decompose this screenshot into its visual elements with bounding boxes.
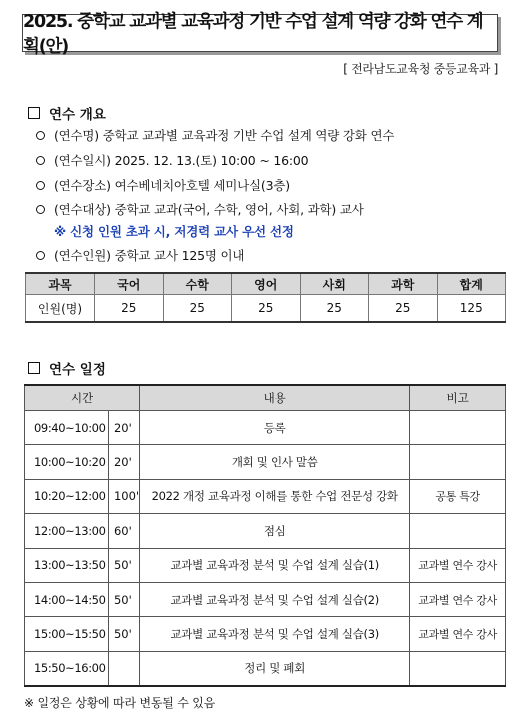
schedule-note <box>410 411 506 445</box>
schedule-note <box>410 514 506 548</box>
table-row <box>25 582 506 616</box>
table-header-cell: 비고 <box>410 385 506 411</box>
schedule-duration: 50' <box>108 582 139 616</box>
table-cell: 25 <box>163 295 232 323</box>
schedule-content: 등록 <box>140 411 410 445</box>
item-value: 중학교 교과(국어, 수학, 영어, 사회, 과학) 교사 <box>114 202 364 217</box>
overview-heading-text: 연수 개요 <box>49 107 106 123</box>
table-row <box>25 514 506 548</box>
item-value: 여수베네치아호텔 세미나실(3층) <box>114 178 290 193</box>
schedule-note: 교과별 연수 강사 <box>410 617 506 651</box>
table-row <box>25 548 506 582</box>
table-header-cell: 사회 <box>300 273 369 295</box>
table-cell: 25 <box>95 295 164 323</box>
schedule-note: 교과별 연수 강사 <box>410 548 506 582</box>
item-value: 중학교 교사 125명 이내 <box>114 248 245 263</box>
table-cell: 25 <box>369 295 438 323</box>
table-row <box>25 411 506 445</box>
schedule-content: 교과별 교육과정 분석 및 수업 설계 실습(3) <box>140 617 410 651</box>
table-header-cell: 국어 <box>95 273 164 295</box>
item-value: 2025. 12. 13.(토) 10:00 ~ 16:00 <box>114 153 309 168</box>
schedule-time: 09:40~10:00 <box>25 411 109 445</box>
circle-bullet-icon <box>36 251 45 260</box>
organization-label: [ 전라남도교육청 중등교육과 ] <box>343 62 498 76</box>
schedule-time: 10:00~10:20 <box>25 445 109 479</box>
schedule-time: 12:00~13:00 <box>25 514 109 548</box>
overview-heading <box>28 103 106 123</box>
table-header-cell: 내용 <box>140 385 410 411</box>
schedule-time: 15:50~16:00 <box>25 651 109 686</box>
schedule-time: 15:00~15:50 <box>25 617 109 651</box>
item-label: (연수장소) <box>54 178 111 193</box>
table-row <box>25 479 506 513</box>
square-bullet-icon <box>28 107 40 119</box>
item-label: (연수명) <box>54 128 99 143</box>
table-header-cell: 합계 <box>437 273 506 295</box>
schedule-duration <box>108 651 139 686</box>
overview-item-date <box>36 151 308 169</box>
schedule-note <box>410 445 506 479</box>
schedule-note: 교과별 연수 강사 <box>410 582 506 616</box>
document-title: 2025. 중학교 교과별 교육과정 기반 수업 설계 역량 강화 연수 계획(안) <box>23 12 483 57</box>
table-cell: 125 <box>437 295 506 323</box>
square-bullet-icon <box>28 362 40 374</box>
table-cell: 25 <box>232 295 301 323</box>
schedule-table <box>24 384 506 687</box>
schedule-note <box>410 651 506 686</box>
table-header-cell: 과학 <box>369 273 438 295</box>
overview-item-target <box>36 200 364 218</box>
schedule-duration: 20' <box>108 411 139 445</box>
schedule-content: 교과별 교육과정 분석 및 수업 설계 실습(2) <box>140 582 410 616</box>
table-row <box>25 617 506 651</box>
circle-bullet-icon <box>36 205 45 214</box>
schedule-time: 14:00~14:50 <box>25 582 109 616</box>
overview-item-place <box>36 176 290 194</box>
table-header-cell: 수학 <box>163 273 232 295</box>
schedule-duration: 60' <box>108 514 139 548</box>
item-label: (연수인원) <box>54 248 111 263</box>
title-box <box>22 12 498 57</box>
item-value: 중학교 교과별 교육과정 기반 수업 설계 역량 강화 연수 <box>102 128 395 143</box>
table-header-cell: 시간 <box>25 385 140 411</box>
participants-table <box>25 272 506 323</box>
overview-item-count <box>36 246 244 264</box>
table-header-row <box>26 273 506 295</box>
schedule-heading-text: 연수 일정 <box>49 362 106 378</box>
circle-bullet-icon <box>36 131 45 140</box>
schedule-time: 10:20~12:00 <box>25 479 109 513</box>
schedule-content: 정리 및 폐회 <box>140 651 410 686</box>
table-header-cell: 과목 <box>26 273 95 295</box>
schedule-content: 2022 개정 교육과정 이해를 통한 수업 전문성 강화 <box>140 479 410 513</box>
schedule-content: 점심 <box>140 514 410 548</box>
schedule-time: 13:00~13:50 <box>25 548 109 582</box>
table-header-row <box>25 385 506 411</box>
table-row <box>25 445 506 479</box>
table-row <box>25 651 506 686</box>
item-label: (연수일시) <box>54 153 111 168</box>
overview-item-name <box>36 126 394 144</box>
table-row <box>26 295 506 323</box>
table-header-cell: 영어 <box>232 273 301 295</box>
schedule-heading <box>28 358 106 378</box>
schedule-duration: 100' <box>108 479 139 513</box>
circle-bullet-icon <box>36 156 45 165</box>
schedule-duration: 20' <box>108 445 139 479</box>
schedule-duration: 50' <box>108 617 139 651</box>
table-cell: 인원(명) <box>26 295 95 323</box>
schedule-duration: 50' <box>108 548 139 582</box>
priority-note: ※ 신청 인원 초과 시, 저경력 교사 우선 선정 <box>54 224 294 239</box>
schedule-note: 공통 특강 <box>410 479 506 513</box>
item-label: (연수대상) <box>54 202 111 217</box>
table-cell: 25 <box>300 295 369 323</box>
schedule-footnote: ※ 일정은 상황에 따라 변동될 수 있음 <box>24 696 216 710</box>
circle-bullet-icon <box>36 181 45 190</box>
schedule-content: 교과별 교육과정 분석 및 수업 설계 실습(1) <box>140 548 410 582</box>
schedule-content: 개회 및 인사 말씀 <box>140 445 410 479</box>
